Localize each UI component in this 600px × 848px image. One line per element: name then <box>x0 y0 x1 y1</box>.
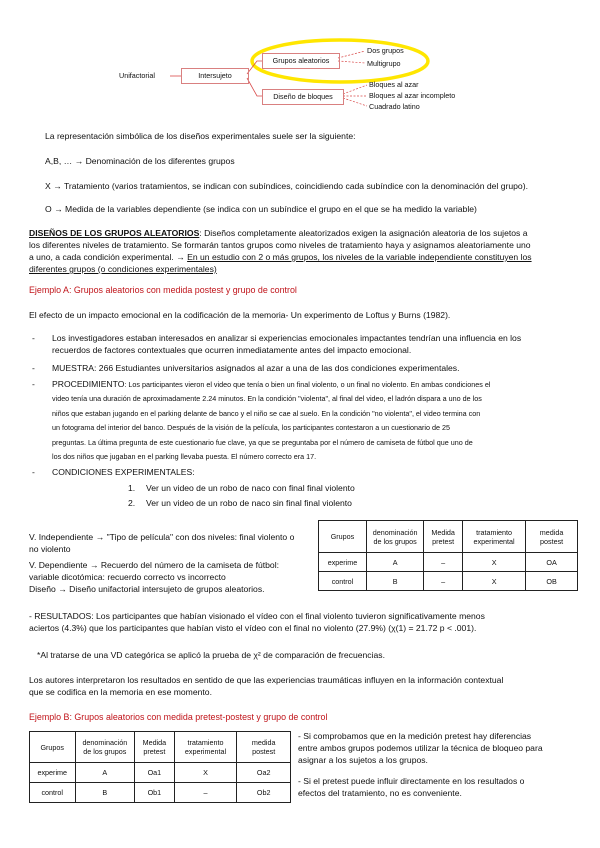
bullet-dash: - <box>32 379 35 389</box>
bullet-dash: - <box>32 333 35 343</box>
table-header: medida postest <box>526 521 578 553</box>
procedure-line-4: un fotograma del interior del banco. Después de la visión de la película, los participantes contestaron a un cuestionario de 25 <box>52 423 450 433</box>
table-header: Grupos <box>30 732 76 763</box>
disenos-text-1: : Diseños completamente aleatorizados exigen la asignación aleatoria de los sujetos a <box>199 228 528 238</box>
table-header: medida postest <box>237 732 291 763</box>
diagram-leaf-a1: Dos grupos <box>367 46 404 55</box>
table-header: denominación de los grupos <box>75 732 135 763</box>
conclusion-paragraph <box>29 674 584 698</box>
vd-line-2: variable dicotómica: recuerdo correcto vs incorrecto <box>29 572 226 582</box>
design-table-a <box>318 520 578 591</box>
condition-number: 2. <box>128 498 136 508</box>
condition-item: 1. Ver un video de un robo de naco con final final violento <box>128 483 355 493</box>
disenos-text-3-underlined: En un estudio con 2 o más grupos, los niveles de la variable independiente constituyen los <box>187 252 532 262</box>
procedure-line-5: preguntas. La última pregunta de este cuestionario fue clave, ya que se preguntaba por el número de camiseta de fútbol que uno de <box>52 437 473 447</box>
bullet-3-label: PROCEDIMIENTO <box>52 379 125 389</box>
table-header: tratamiento experimental <box>174 732 237 763</box>
chi-square-note: *Al tratarse de una VD categórica se aplicó la prueba de χ² de comparación de frecuencias. <box>37 650 385 660</box>
ejemplo-b-title: Ejemplo B: Grupos aleatorios con medida pretest-postest y grupo de control <box>29 712 328 722</box>
condition-number: 1. <box>128 483 136 493</box>
results-line-2: aciertos (4.3%) que los participantes que habían visto el vídeo con el final no violento (27.9%) (χ(1) = 21.72 p < .001). <box>29 623 477 633</box>
conclusion-line-2: que se codifica en la memoria en ese momento. <box>29 687 212 697</box>
bullet-1-line-a: Los investigadores estaban interesados en analizar si experiencias emocionales impactantes tendrían una influencia en los <box>52 333 522 343</box>
bullet-2-text: : 266 Estudiantes universitarios asignados al azar a una de las dos condiciones experimentales. <box>94 363 460 373</box>
classification-diagram <box>115 36 475 116</box>
diagram-leaf-b1: Bloques al azar <box>369 80 419 89</box>
intro-line-3: X → Tratamiento (varios tratamientos, se indican con subíndices, coincidiendo cada subíndice con la denominación del grupo). <box>45 181 528 191</box>
table-header: tratamiento experimental <box>463 521 526 553</box>
results-paragraph <box>29 610 584 634</box>
disenos-text-4: diferentes grupos (o condiciones experimentales) <box>29 264 217 274</box>
ejemplo-a-bullets <box>32 332 584 478</box>
procedure-line-1: : Los participantes vieron el video que tenía o bien un final violento, o un final no violento. En ambas condiciones el <box>124 380 491 389</box>
ejemplo-b-notes <box>298 730 590 799</box>
table-header: Medida pretest <box>135 732 175 763</box>
disenos-heading: DISEÑOS DE LOS GRUPOS ALEATORIOS <box>29 228 200 238</box>
variables-block <box>29 531 314 595</box>
leaf-connector <box>338 61 365 63</box>
design-table-b <box>29 731 291 803</box>
note-b-1-line-2: entre ambos grupos podemos utilizar la técnica de bloqueo para <box>298 743 543 753</box>
note-b-1-line-3: asignar a los sujetos a los grupos. <box>298 755 428 765</box>
table-header: denominación de los grupos <box>366 521 423 553</box>
table-row: control B Ob1 – Ob2 <box>30 783 291 803</box>
procedure-line-3: niños que estaban jugando en el parking delante de banco y el niño se cae al suelo. En la condición "no violenta", el video termina con <box>52 408 481 418</box>
intro-line-2: A,B, … → Denominación de los diferentes grupos <box>45 156 235 166</box>
disenos-text-3: a uno, a cada condición experimental. → <box>29 252 188 262</box>
table-row: experime A – X OA <box>319 553 578 572</box>
condition-list <box>128 482 355 509</box>
diagram-branch-b-box: Diseño de bloques <box>262 89 344 105</box>
intro-line-4: O → Medida de la variables dependiente (se indica con un subíndice el grupo en el que se ha medido la variable) <box>45 204 477 214</box>
table-row: control B – X OB <box>319 572 578 591</box>
bullet-dash: - <box>32 467 35 478</box>
vd-line-1: V. Dependiente → Recuerdo del número de la camiseta de fútbol: <box>29 560 280 570</box>
disenos-text-2: los diferentes niveles de tratamiento. Se formarán tantos grupos como niveles de tratamiento haya y asignamos aleatoriamente uno <box>29 240 531 250</box>
mid-to-b-connector <box>247 78 262 96</box>
ejemplo-a-subtitle: El efecto de un impacto emocional en la codificación de la memoria- Un experimento de Loftus y Burns (1982). <box>29 310 451 320</box>
leaf-connector <box>338 51 365 58</box>
conclusion-line-1: Los autores interpretaron los resultados en sentido de que las experiencias traumáticas influyen en la información contextual <box>29 675 504 685</box>
bullet-2-label: MUESTRA <box>52 363 95 373</box>
procedure-line-2: video tenía una duración de aproximadamente 2.24 minutos. En la condición "violenta", al final del video, el ladrón dispara a uno de los <box>52 394 482 404</box>
note-b-2-line-2: efectos del tratamiento, no es conveniente. <box>298 788 462 798</box>
bullet-4-label: CONDICIONES EXPERIMENTALES: <box>52 467 195 478</box>
diagram-root: Unifactorial <box>119 71 155 80</box>
diagram-leaf-b3: Cuadrado latino <box>369 102 420 111</box>
bullet-1-line-b: recuerdos de factores contextuales que ocurren inmediatamente antes del impacto emocional. <box>52 345 412 355</box>
disenos-paragraph <box>29 227 577 275</box>
ejemplo-a-title: Ejemplo A: Grupos aleatorios con medida postest y grupo de control <box>29 285 297 295</box>
leaf-connector <box>343 85 367 94</box>
condition-item: 2. Ver un video de un robo de naco sin final final violento <box>128 498 352 508</box>
diagram-mid-box: Intersujeto <box>181 68 249 84</box>
diagram-leaf-a2: Multigrupo <box>367 59 401 68</box>
table-header: Medida pretest <box>424 521 463 553</box>
bullet-dash: - <box>32 363 35 373</box>
note-b-2-line-1: - Si el pretest puede influir directamente en los resultados o <box>298 776 525 786</box>
procedure-line-6: los dos niños que jugaban en el parking llevaba puesta. El número correcto era 17. <box>52 452 317 462</box>
note-b-1-line-1: - Si comprobamos que en la medición pretest hay diferencias <box>298 731 532 741</box>
leaf-connector <box>343 98 367 106</box>
table-header: Grupos <box>319 521 367 553</box>
results-line-1: - RESULTADOS: Los participantes que habían visionado el vídeo con el final violento tuvieron significativamente menos <box>29 611 485 621</box>
diagram-branch-a-box: Grupos aleatorios <box>262 53 340 69</box>
diagram-leaf-b2: Bloques al azar incompleto <box>369 91 456 100</box>
vi-line-2: no violento <box>29 544 71 554</box>
diseno-line: Diseño → Diseño unifactorial intersujeto de grupos aleatorios. <box>29 584 265 594</box>
table-row: experime A Oa1 X Oa2 <box>30 763 291 783</box>
intro-line-1: La representación simbólica de los diseños experimentales suele ser la siguiente: <box>45 131 356 141</box>
vi-line-1: V. Independiente → "Tipo de película" con dos niveles: final violento o <box>29 532 295 542</box>
